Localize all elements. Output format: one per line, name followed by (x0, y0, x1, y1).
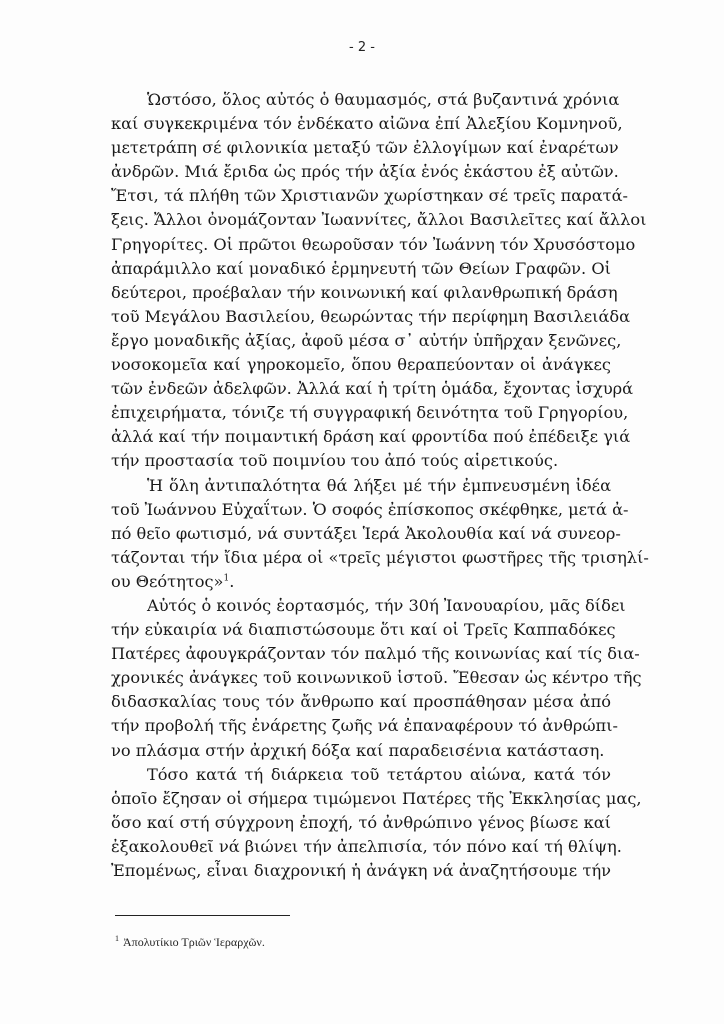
text-line: τήν προστασία τοῦ ποιμνίου του ἀπό τούς αἱρετικούς. (111, 451, 559, 471)
text-line: ὅσο καί στή σύγχρονη ἐποχή, τό ἀνθρώπινο γένος βίωσε καί (111, 812, 611, 832)
text-line: ξεις. Ἄλλοι ὀνομάζονταν Ἰωαννίτες, ἄλλοι Βασιλεῖτες καί ἄλλοι (111, 210, 647, 230)
text-line: τοῦ Μεγάλου Βασιλείου, θεωρώντας τήν περίφημη Βασιλειάδα (111, 306, 631, 326)
text-line: δεύτεροι, προέβαλαν τήν κοινωνική καί φιλανθρωπική δράση (111, 282, 618, 302)
text-line: τοῦ Ἰωάννου Εὐχαΐτων. Ὁ σοφός ἐπίσκοπος σκέφθηκε, μετά ἀ- (111, 499, 629, 519)
text-line: ἀνδρῶν. Μιά ἔριδα ὡς πρός τήν ἀξία ἑνός ἑκάστου ἐξ αὐτῶν. (111, 162, 619, 182)
text-line: ἔργο μοναδικῆς ἀξίας, ἀφοῦ μέσα σ᾽ αὐτήν ὑπῆρχαν ξενῶνες, (111, 330, 622, 350)
text-line: ὁποῖο ἔζησαν οἱ σήμερα τιμώμενοι Πατέρες τῆς Ἐκκλησίας μας, (111, 788, 642, 808)
paragraph-4 (111, 763, 642, 883)
text-line: Αὐτός ὁ κοινός ἑορτασμός, τήν 30ή Ἰανουαρίου, μᾶς δίδει (147, 595, 626, 615)
text-line: ἀπαράμιλλο καί μοναδικό ἑρμηνευτή τῶν Θείων Γραφῶν. Οἱ (111, 258, 611, 278)
text-line: τάζονται τήν ἴδια μέρα οἱ «τρεῖς μέγιστοι φωστῆρες τῆς τρισηλί- (111, 547, 649, 567)
body-text (111, 88, 649, 883)
text-line: Ἡ ὅλη ἀντιπαλότητα θά λήξει μέ τήν ἐμπνευσμένη ἰδέα (147, 475, 611, 495)
period: . (229, 571, 235, 591)
paragraph-3 (111, 594, 642, 763)
paragraph-2 (111, 474, 649, 594)
text-line: Ἔτσι, τά πλήθη τῶν Χριστιανῶν χωρίστηκαν σέ τρεῖς παρατά- (111, 186, 629, 206)
text-line: τήν προβολή τῆς ἐνάρετης ζωῆς νά ἐπαναφέρουν τό ἀνθρώπι- (111, 716, 619, 736)
footnote-marker: 1 (115, 934, 119, 943)
text-line: πό θεῖο φωτισμό, νά συντάξει Ἱερά Ἀκολουθία καί νά συνεορ- (111, 523, 621, 543)
text-line: Γρηγορίτες. Οἱ πρῶτοι θεωροῦσαν τόν Ἰωάννη τόν Χρυσόστομο (111, 234, 636, 254)
text-line-with-footnote (111, 570, 611, 594)
text-line: ου Θεότητος» (111, 571, 224, 591)
text-line: μετετράπη σέ φιλονικία μεταξύ τῶν ἐλλογίμων καί ἐναρέτων (111, 138, 619, 158)
footnote-text: Ἀπολυτίκιο Τριῶν Ἱεραρχῶν. (123, 935, 265, 949)
page-number: - 2 - (349, 40, 375, 55)
text-line: Πατέρες ἀφουγκράζονταν τόν παλμό τῆς κοινωνίας καί τίς δια- (111, 644, 640, 664)
text-line: ἀλλά καί τήν ποιμαντική δράση καί φροντίδα πού ἐπέδειξε γιά (111, 427, 631, 447)
text-line: Ὡστόσο, ὅλος αὐτός ὁ θαυμασμός, στά βυζαντινά χρόνια (147, 90, 620, 109)
text-line: ἐπιχειρήματα, τόνιζε τή συγγραφική δεινότητα τοῦ Γρηγορίου, (111, 403, 629, 423)
text-line: ἐξακολουθεῖ νά βιώνει τήν ἀπελπισία, τόν πόνο καί τή θλίψη. (111, 836, 622, 856)
text-line: τῶν ἐνδεῶν ἀδελφῶν. Ἀλλά καί ἡ τρίτη ὁμάδα, ἔχοντας ἰσχυρά (111, 379, 634, 399)
footnote-1 (115, 935, 265, 950)
text-line: χρονικές ἀνάγκες τοῦ κοινωνικοῦ ἱστοῦ. Ἔθεσαν ὡς κέντρο τῆς (111, 668, 642, 688)
paragraph-1 (111, 88, 647, 474)
text-line: καί συγκεκριμένα τόν ἑνδέκατο αἰῶνα ἐπί Ἀλεξίου Κομνηνοῦ, (111, 114, 623, 134)
text-line: νο πλάσμα στήν ἀρχική δόξα καί παραδεισένια κατάσταση. (111, 740, 605, 760)
text-line: Ἐπομένως, εἶναι διαχρονική ἡ ἀνάγκη νά ἀναζητήσουμε τήν (111, 861, 611, 880)
footnote-reference[interactable]: 1 (223, 573, 230, 584)
text-line: διδασκαλίας τους τόν ἄνθρωπο καί προσπάθησαν μέσα ἀπό (111, 692, 611, 712)
footnote-separator (115, 915, 290, 916)
text-line: Τόσο κατά τή διάρκεια τοῦ τετάρτου αἰώνα, κατά τόν (147, 764, 611, 784)
text-line: τήν εὐκαιρία νά διαπιστώσουμε ὅτι καί οἱ Τρεῖς Καππαδόκες (111, 620, 616, 640)
text-line: νοσοκομεῖα καί γηροκομεῖο, ὅπου θεραπεύονταν οἱ ἀνάγκες (111, 355, 611, 375)
